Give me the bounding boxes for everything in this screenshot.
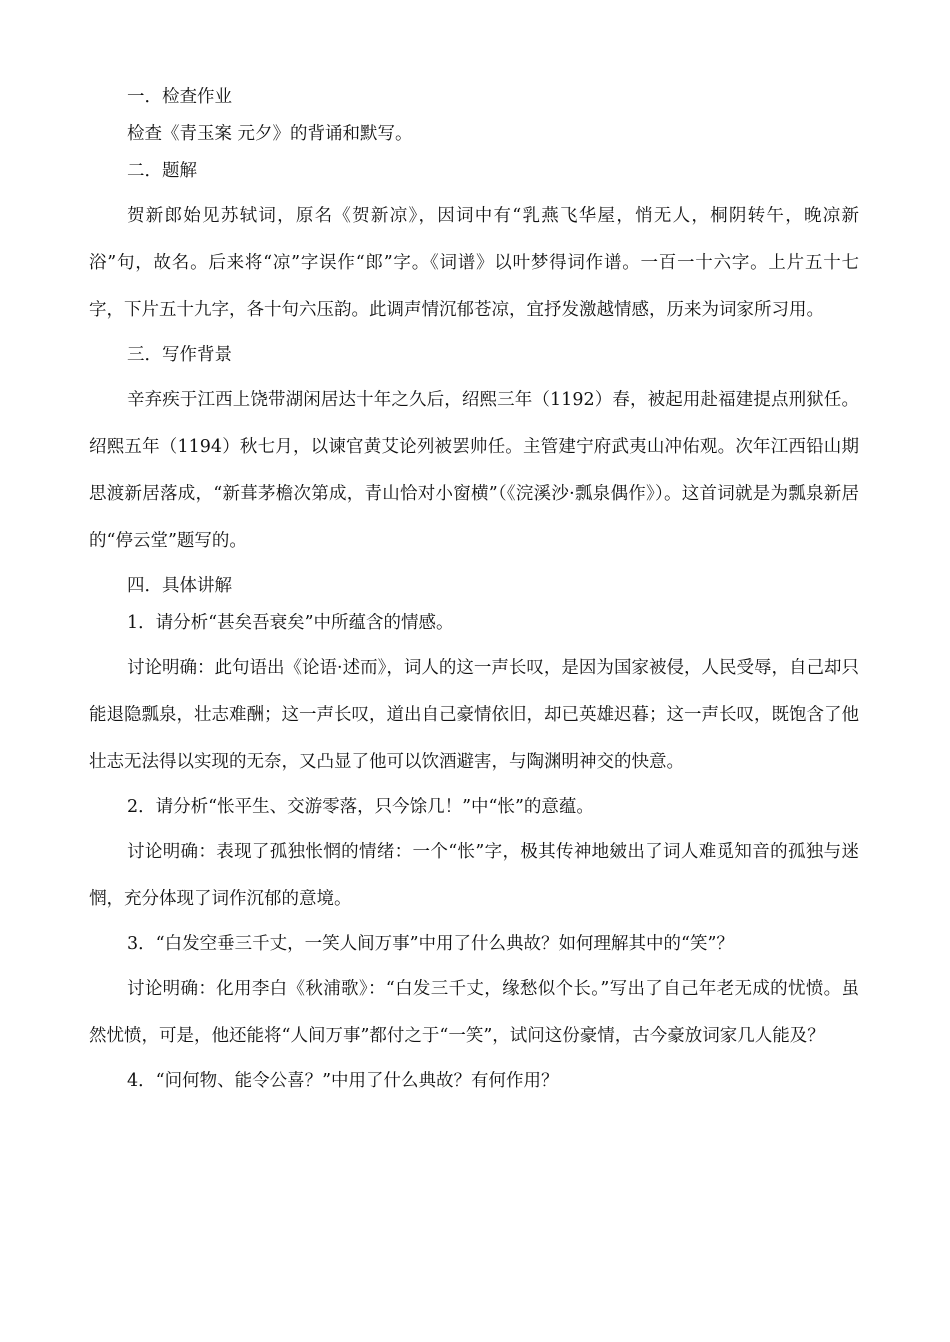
title-explanation-paragraph: 贺新郎始见苏轼词，原名《贺新凉》，因词中有“乳燕飞华屋，悄无人，桐阴转午，晚凉新浴”句，故名。后来将“凉”字误作“郎”字。《词谱》以叶梦得词作谱。一百一十六字。上片五十七字，下片五十九字，各十句六压韵。此调声情沉郁苍凉，宜抒发激越情感，历来为词家所习用。 [89,206,859,320]
section-heading-background: 三．写作背景 [127,345,232,365]
section-heading-explanation: 四．具体讲解 [127,576,232,596]
answer-2: 讨论明确：表现了孤独怅惘的情绪：一个“怅”字，极其传神地皴出了词人难觅知音的孤独与迷惘，充分体现了词作沉郁的意境。 [89,842,859,909]
question-4: 4．“问何物、能令公喜？”中用了什么典故？有何作用？ [127,1071,559,1091]
answer-3: 讨论明确：化用李白《秋浦歌》：“白发三千丈，缘愁似个长。”写出了自己年老无成的忧愤。虽然忧愤，可是，他还能将“人间万事”都付之于“一笑”，试问这份豪情，古今豪放词家几人能及？ [89,979,859,1046]
answer-1: 讨论明确：此句语出《论语·述而》，词人的这一声长叹，是因为国家被侵，人民受辱，自己却只能退隐瓢泉，壮志难酬；这一声长叹，道出自己豪情依旧，却已英雄迟暮；这一声长叹，既饱含了他壮志无法得以实现的无奈，又凸显了他可以饮酒避害，与陶渊明神交的快意。 [89,658,859,772]
section-heading-title-explanation: 二．题解 [127,161,197,181]
document-body [89,82,859,1097]
question-1: 1．请分析“甚矣吾衰矣”中所蕴含的情感。 [127,613,454,633]
section-heading-homework: 一．检查作业 [127,87,232,107]
homework-paragraph: 检查《青玉案 元夕》的背诵和默写。 [127,124,413,144]
question-3: 3．“白发空垂三千丈，一笑人间万事”中用了什么典故？如何理解其中的“笑”？ [127,934,734,954]
question-2: 2．请分析“怅平生、交游零落，只今馀几！”中“怅”的意蕴。 [127,797,594,817]
background-paragraph: 辛弃疾于江西上饶带湖闲居达十年之久后，绍熙三年（1192）春，被起用赴福建提点刑狱任。绍熙五年（1194）秋七月，以谏官黄艾论列被罢帅任。主管建宁府武夷山冲佑观。次年江西铅山期思渡新居落成，“新葺茅檐次第成，青山恰对小窗横”（《浣溪沙·瓢泉偶作》）。这首词就是为瓢泉新居的“停云堂”题写的。 [89,390,859,551]
